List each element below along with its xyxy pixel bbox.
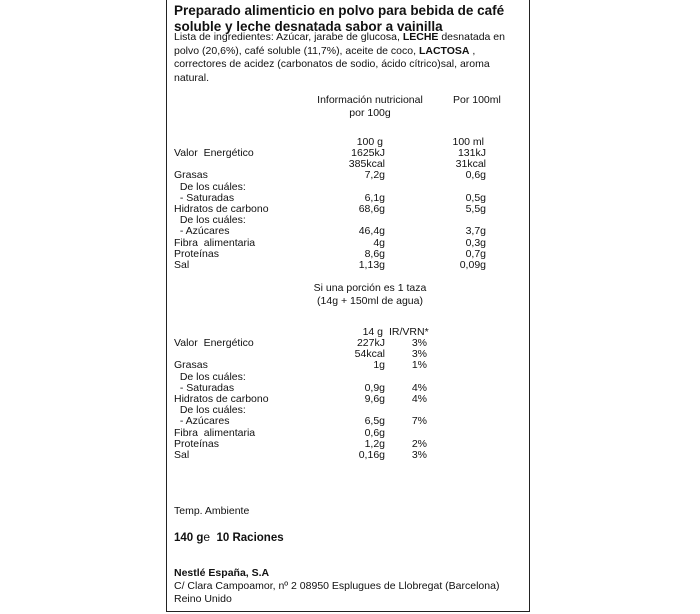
header-per-100g-line1: Información nutricional	[317, 94, 423, 106]
row-label: De los cuáles:	[174, 370, 246, 383]
row-label: De los cuáles:	[174, 214, 246, 227]
company-address: C/ Clara Campoamor, nº 2 08950 Esplugues de Llobregat (Barcelona)	[174, 580, 500, 592]
row-value-main: 6,1g	[364, 191, 385, 204]
servings-count: 10 Raciones	[216, 532, 284, 544]
row-value-main: 8,6g	[364, 247, 385, 260]
row-label: De los cuáles:	[174, 180, 246, 193]
row-label: Hidratos de carbono	[174, 393, 269, 405]
row-label: Valor Energético	[174, 337, 254, 349]
unit-100ml: 100 ml	[452, 136, 484, 148]
allergen-lactose: LACTOSA	[418, 44, 470, 57]
row-value-secondary: 4%	[411, 381, 427, 394]
unit-100g: 100 g	[356, 136, 383, 148]
estimated-sign: e	[203, 530, 211, 544]
row-value-main: 6,5g	[364, 415, 385, 428]
row-value-secondary: 7%	[411, 415, 427, 428]
allergen-milk: LECHE	[402, 31, 439, 43]
company-country: Reino Unido	[174, 593, 232, 605]
row-value-secondary: 0,09g	[459, 259, 486, 271]
net-weight-line	[174, 530, 284, 544]
row-value-secondary: 3%	[411, 348, 427, 361]
row-label: - Saturadas	[174, 191, 235, 204]
ingredients-intro: Lista de ingredientes: Azúcar, jarabe de glucosa,	[174, 31, 403, 43]
net-weight: 140 g	[174, 532, 204, 544]
row-value-main: 1g	[373, 359, 385, 372]
product-title: Preparado alimenticio en polvo para bebida de café soluble y leche desnatada sabor a vainilla	[174, 3, 505, 34]
row-label: Hidratos de carbono	[174, 203, 269, 215]
row-value-secondary: 2%	[411, 437, 427, 450]
ingredients-rest: , correctores de acidez (carbonatos de sodio, ácido cítrico)sal, aroma natural.	[174, 44, 490, 84]
company-name: Nestlé España, S.A	[174, 567, 270, 579]
row-value-main: 7,2g	[364, 169, 385, 182]
row-value-secondary: 1%	[411, 359, 427, 372]
row-value-main: 385kcal	[348, 158, 385, 171]
row-value-main: 4g	[373, 236, 385, 249]
unit-14g: 14 g	[362, 326, 383, 338]
row-value-main: 0,16g	[358, 449, 385, 461]
row-label: Grasas	[174, 169, 208, 182]
row-value-secondary: 5,5g	[465, 203, 486, 215]
row-value-secondary: 0,7g	[465, 247, 486, 260]
row-value-main: 1,13g	[358, 259, 385, 271]
row-label: Proteínas	[174, 247, 219, 260]
ingredients-list	[174, 31, 526, 85]
row-label: Grasas	[174, 359, 208, 372]
row-value-main: 54kcal	[354, 348, 385, 361]
row-value-secondary: 0,3g	[465, 236, 486, 249]
header-per-100ml: Por 100ml	[453, 94, 501, 106]
row-value-secondary: 0,6g	[465, 169, 486, 182]
row-label: Fibra alimentaria	[174, 426, 256, 439]
row-value-secondary: 4%	[411, 393, 427, 405]
header-ir-vrn: IR/VRN*	[389, 326, 429, 338]
header-per-100g-line2: por 100g	[349, 107, 391, 119]
portion-line2: (14g + 150ml de agua)	[317, 295, 423, 307]
row-value-main: 68,6g	[358, 203, 385, 215]
storage-temperature: Temp. Ambiente	[174, 505, 250, 517]
row-value-secondary: 3%	[411, 337, 427, 349]
row-value-secondary: 0,5g	[465, 191, 486, 204]
row-value-secondary: 131kJ	[457, 147, 486, 159]
row-value-main: 1625kJ	[351, 147, 385, 159]
row-label: Sal	[174, 259, 190, 271]
row-label: - Azúcares	[174, 225, 230, 238]
ingredients-middle: desnatada en polvo (20,6%), café soluble (11,7%), aceite de coco,	[174, 31, 505, 57]
row-value-secondary: 3,7g	[465, 225, 486, 238]
row-value-main: 0,6g	[364, 426, 385, 439]
row-value-secondary: 3%	[411, 449, 427, 461]
portion-line1: Si una porción es 1 taza	[313, 282, 427, 294]
row-value-main: 46,4g	[358, 225, 385, 238]
row-value-main: 1,2g	[364, 437, 385, 450]
row-label: Valor Energético	[174, 147, 254, 159]
row-label: Fibra alimentaria	[174, 236, 256, 249]
row-value-main: 227kJ	[356, 337, 385, 349]
row-value-main: 0,9g	[364, 381, 385, 394]
row-label: De los cuáles:	[174, 404, 246, 417]
row-value-main: 9,6g	[364, 393, 385, 405]
row-label: - Azúcares	[174, 415, 230, 428]
row-value-secondary: 31kcal	[455, 158, 486, 171]
row-label: - Saturadas	[174, 381, 235, 394]
row-label: Proteínas	[174, 437, 219, 450]
row-label: Sal	[174, 449, 190, 461]
